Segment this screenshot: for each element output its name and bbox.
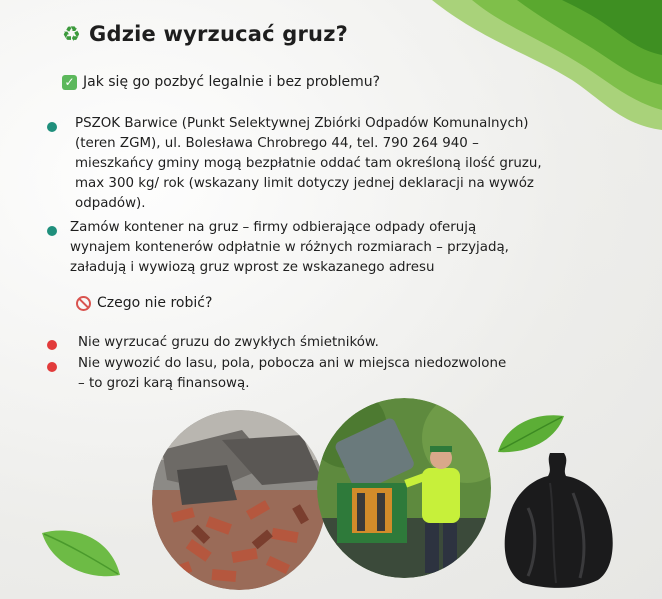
- garbage-bag-image: [498, 448, 618, 588]
- prohibited-icon: [76, 296, 91, 311]
- dont-item-2-line-1: Nie wywozić do lasu, pola, pobocza ani w miejsca niedozwolone: [78, 356, 507, 371]
- page-title: [62, 22, 348, 46]
- dont-item-1-text: Nie wyrzucać gruzu do zwykłych śmietników.: [78, 335, 379, 350]
- container-line-2: wynajem kontenerów odpłatnie w różnych rozmiarach – przyjadą,: [70, 240, 509, 255]
- recycle-icon: ♻: [62, 22, 82, 46]
- bullet-teal: [47, 122, 57, 132]
- leaf-decoration-right: [496, 412, 566, 454]
- intro-line: [62, 74, 380, 90]
- dont-item-1: [78, 333, 578, 353]
- donts-heading: [76, 295, 212, 311]
- pszok-line-4: max 300 kg/ rok (wskazany limit dotyczy jednej deklaracji na wywóz: [75, 176, 534, 191]
- pszok-paragraph: [75, 114, 615, 214]
- rubble-photo: [152, 410, 327, 590]
- container-line-3: załadują i wywiozą gruz wprost ze wskazanego adresu: [70, 260, 435, 275]
- pszok-line-3: mieszkańcy gminy mogą bezpłatnie oddać tam określoną ilość gruzu,: [75, 156, 542, 171]
- donts-heading-text: Czego nie robić?: [97, 295, 213, 311]
- pszok-line-2: (teren ZGM), ul. Bolesława Chrobrego 44, tel. 790 264 940 –: [75, 136, 479, 151]
- pszok-line-1: PSZOK Barwice (Punkt Selektywnej Zbiórki Odpadów Komunalnych): [75, 116, 529, 131]
- dont-item-2-line-2: – to grozi karą finansową.: [78, 376, 250, 391]
- waste-collection-photo: [317, 398, 492, 578]
- container-line-1: Zamów kontener na gruz – firmy odbierające odpady oferują: [70, 220, 477, 235]
- page-title-text: Gdzie wyrzucać gruz?: [89, 22, 349, 46]
- green-wave-decoration: [372, 0, 662, 130]
- bullet-teal: [47, 226, 57, 236]
- intro-text: Jak się go pozbyć legalnie i bez problemu?: [83, 74, 381, 90]
- bullet-red: [47, 340, 57, 350]
- leaf-decoration-left: [40, 525, 122, 580]
- container-paragraph: [70, 218, 590, 278]
- check-icon: ✓: [62, 75, 77, 90]
- bullet-red: [47, 362, 57, 372]
- pszok-line-5: odpadów).: [75, 196, 146, 211]
- dont-item-2: [78, 354, 578, 394]
